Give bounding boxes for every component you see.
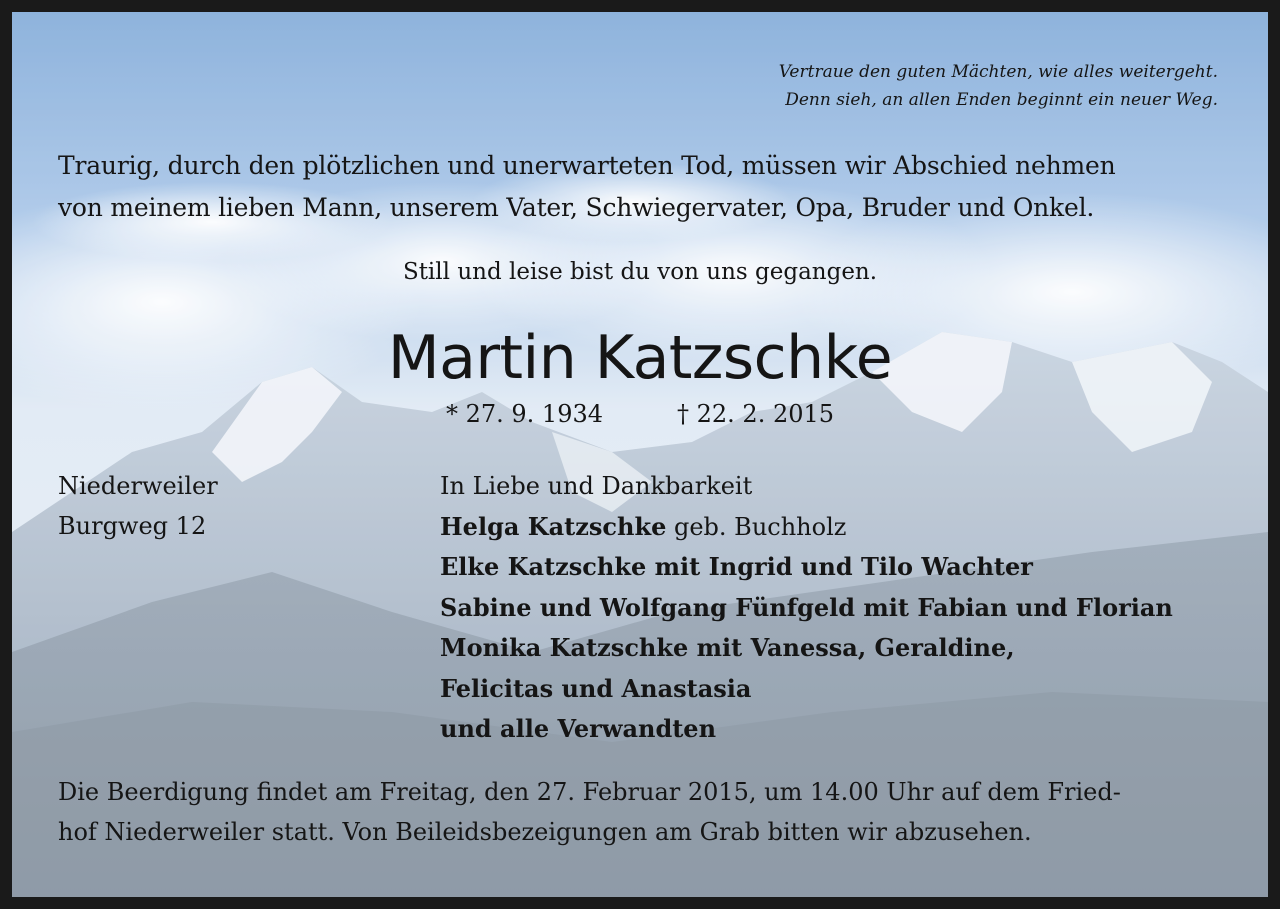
mourners-list — [440, 466, 1173, 750]
funeral-line-2: hof Niederweiler statt. Von Beileidsbezeigungen am Grab bitten wir abzusehen. — [58, 818, 1032, 846]
death-date: † 22. 2. 2015 — [677, 400, 835, 428]
deceased-name: Martin Katzschke — [387, 323, 893, 393]
address-street: Burgweg 12 — [58, 512, 207, 540]
address-town: Niederweiler — [58, 472, 218, 500]
motto-quote — [779, 58, 1218, 114]
announcement-line-2: von meinem lieben Mann, unserem Vater, Schwiegervater, Opa, Bruder und Onkel. — [58, 193, 1095, 222]
mourner-line: und alle Verwandten — [440, 714, 717, 743]
mourner-line: Sabine und Wolfgang Fünfgeld mit Fabian und Florian — [440, 592, 1173, 622]
birth-date: * 27. 9. 1934 — [445, 400, 603, 428]
funeral-line-1: Die Beerdigung findet am Freitag, den 27. Februar 2015, um 14.00 Uhr auf dem Fried- — [58, 778, 1121, 806]
announcement-line-1: Traurig, durch den plötzlichen und unerwarteten Tod, müssen wir Abschied nehmen — [58, 151, 1116, 180]
announcement-text — [58, 145, 1116, 229]
mourners-intro: In Liebe und Dankbarkeit — [440, 472, 753, 500]
widow-maiden-name: geb. Buchholz — [666, 512, 847, 541]
mourner-line: Felicitas und Anastasia — [440, 673, 752, 703]
mourners-address — [58, 466, 218, 546]
motto-line-2: Denn sieh, an allen Enden beginnt ein neuer Weg. — [785, 90, 1218, 110]
mourner-widow — [440, 507, 1173, 548]
funeral-details — [58, 772, 1121, 852]
widow-name: Helga Katzschke — [440, 511, 667, 541]
obituary-card — [12, 12, 1268, 897]
motto-line-1: Vertraue den guten Mächten, wie alles weitergeht. — [778, 62, 1218, 82]
mourner-line: Monika Katzschke mit Vanessa, Geraldine, — [440, 633, 1015, 662]
mourner-line: Elke Katzschke mit Ingrid und Tilo Wachter — [440, 552, 1033, 581]
life-dates — [12, 396, 1268, 432]
still-text: Still und leise bist du von uns gegangen. — [402, 259, 878, 285]
